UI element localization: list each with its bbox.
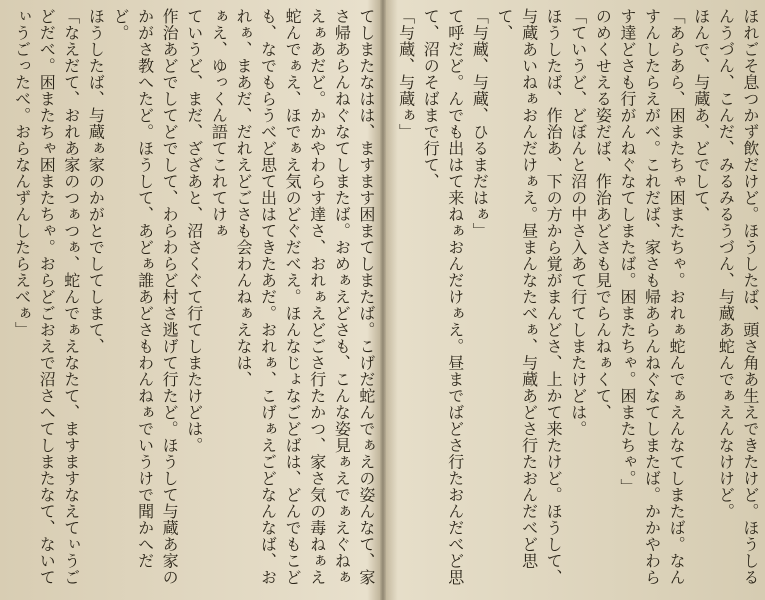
left-page <box>1 0 383 600</box>
right-page <box>383 0 765 600</box>
book-gutter <box>380 0 386 600</box>
right-page-text: ほれごそ息つかず飲だけど。ほうしたば、頭さ角あ生えできたけど。ほうしるんうづん、こんだ、みるみるうづん、与蔵あ蛇んでぁえんなけけど。 ほんで、与蔵あ、どでして、 「あらあら、困またちゃ困またちゃ。おれぁ蛇んでぁえんなてしまたば。なんすんしたらえがべ。これだば、家さも帰あらんねぐなてしまたば。かかやわらす達どさも行がんねぐなてしまたば。困またちゃ。困またちゃ。」 のめくせえる姿だば、作治あどさも見でらんねぁくて、 「ていうど、どぼんと沼の中さ入あて行てしまたけどは。 ほうしたば、作治あ、下の方から覚がまんどさ、上かて来たけど。ほうして、与蔵あいねぁおんだけぁえ。昼まんなたべぁ、与蔵あどさ行たおんだべど思て、 「与蔵、与蔵、ひるまだはぁ」 て呼だど。んでも出はて来ねぁおんだけぁえ。昼までばどさ行たおんだべど思て、沼のそばまで行て、 「与蔵、与蔵ぁ」 <box>396 8 760 586</box>
left-page-text: てしまたなはは、ますます困まてしまたば。こげだ蛇んでぁえの姿んなて、家さ帰あらんねぐなてしまたば。おめぁえどさも、こんな姿見ぁえでぁえぐねぁえぁあだど。かかやわらす達さ、おれぁえどごさ行たかつ、家さ気の毒ねぁえ蛇んでぁえ、ほでぁえ気のどぐだべえ。ほんなじょなごどばは、どんでもこども、なでもらうべど思て出はてきたあだ。おれぁ、こげぁえごどなんなば、おれぁ、まあだ、だれえどごさも会わんねぁえなは、 ぁえ、ゆっくん語てこれてけぁ ていうど、まだ、ざざあと、沼さくぐて行てしまたけどは。 作治あどでしてどでして、わらわらど村さ逃げて行たど。ほうして与蔵あ家のかがさ教へたど。ほうして、あどぁ誰あどさもわんねぁでいうけで聞かへだど。 ほうしたば、与蔵ぁ家のかがとでしてしまて、 「なえだて、おれあ家のつぁつぁ、蛇んでぁえなたて、ますますなえてぃうごどだべ。困またちゃ困またちゃ。おらどごおえで沼さへてしまたなて、ないてぃうごったべ。おらなんずんしたらえべぁ」 <box>12 8 376 586</box>
